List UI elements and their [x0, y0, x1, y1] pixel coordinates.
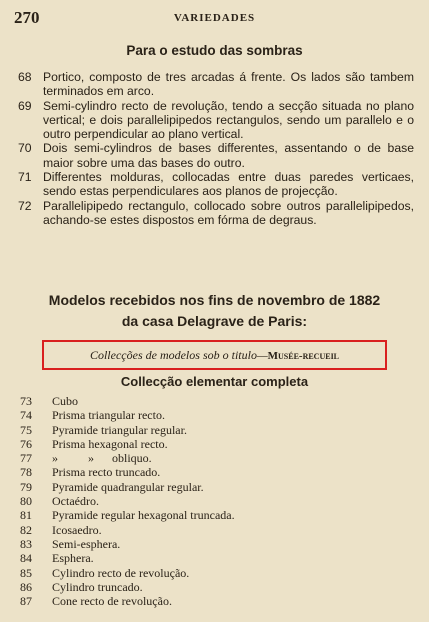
item-text: Octaédro. [52, 494, 99, 509]
item-number: 72 [18, 198, 32, 213]
item-text: Cylindro recto de revolução. [52, 565, 190, 580]
item-number: 68 [18, 70, 32, 84]
item-text: Prisma recto truncado. [52, 465, 161, 480]
item-text: Pyramide quadrangular regular. [52, 479, 204, 494]
models-list [20, 394, 400, 608]
item-text: Differentes molduras, collocadas entre duas paredes verticaes, sendo estas perpendiculares aos planos de projecção. [43, 170, 414, 199]
list-item [18, 141, 414, 170]
item-number: 84 [20, 551, 32, 566]
list-item [18, 99, 414, 142]
list-item [18, 170, 414, 199]
list-item [20, 494, 400, 508]
item-text: Portico, composto de tres arcadas á frente. Os lados são tambem terminados em arco. [43, 70, 414, 99]
list-item [20, 451, 400, 465]
section-title-models [0, 290, 429, 332]
item-number: 81 [20, 508, 32, 523]
list-item [18, 199, 414, 228]
item-text: Cylindro truncado. [52, 579, 143, 594]
item-number: 86 [20, 579, 32, 594]
item-number: 69 [18, 98, 32, 113]
list-item [20, 423, 400, 437]
item-text: Dois semi-cylindros de bases differentes, assentando o de base maior sobre uma das bases do outro. [43, 141, 414, 170]
item-text: Icosaedro. [52, 522, 102, 537]
item-number: 80 [20, 494, 32, 509]
item-number: 77 [20, 451, 32, 466]
list-item [20, 480, 400, 494]
item-text: Semi-cylindro recto de revolução, tendo a secção situada no plano vertical; e dois parallelipipedos rectangulos, sendo um parallelo e o outro perpendicular ao plano vertical. [43, 98, 414, 142]
collection-heading-smallcaps: Musée-recueil [267, 350, 340, 362]
section-title-line1: Modelos recebidos nos fins de novembro de 1882 [48, 292, 381, 308]
item-text: » » obliquo. [52, 451, 152, 466]
list-item [20, 394, 400, 408]
item-text: Parallelipipedo rectangulo, collocado sobre outros parallelipipedos, achando-se estes dispostos em fórma de degraus. [43, 198, 414, 227]
list-item [20, 465, 400, 479]
list-item [20, 537, 400, 551]
list-item [18, 70, 414, 99]
list-item [20, 566, 400, 580]
list-item [20, 580, 400, 594]
highlighted-collection-heading [42, 340, 387, 370]
collection-subtitle: Collecção elementar completa [120, 374, 309, 389]
item-number: 78 [20, 465, 32, 480]
item-text: Cubo [52, 394, 79, 408]
collection-heading-text: Collecções de modelos sob o titulo— [89, 348, 268, 362]
item-text: Cone recto de revolução. [52, 594, 172, 609]
item-number: 71 [18, 170, 32, 185]
section-title-shadows: Para o estudo das sombras [126, 43, 303, 58]
item-number: 75 [20, 422, 32, 437]
list-item [20, 437, 400, 451]
item-number: 74 [20, 408, 32, 423]
item-number: 79 [20, 479, 32, 494]
list-item [20, 551, 400, 565]
shadow-items-list [18, 70, 414, 227]
item-text: Esphera. [52, 551, 94, 566]
item-text: Prisma hexagonal recto. [52, 436, 168, 451]
list-item [20, 408, 400, 422]
item-number: 82 [20, 522, 32, 537]
section-title-line2: da casa Delagrave de Paris: [121, 313, 308, 329]
list-item [20, 508, 400, 522]
item-number: 70 [18, 141, 32, 156]
page-header [14, 8, 415, 28]
page-number: 270 [14, 8, 40, 27]
item-text: Semi-esphera. [52, 536, 121, 551]
item-number: 85 [20, 565, 32, 580]
item-text: Pyramide triangular regular. [52, 422, 187, 437]
running-title: VARIEDADES [173, 12, 256, 24]
item-number: 73 [20, 394, 32, 408]
item-number: 76 [20, 436, 32, 451]
item-text: Prisma triangular recto. [52, 408, 165, 423]
list-item [20, 594, 400, 608]
item-number: 83 [20, 536, 32, 551]
item-number: 87 [20, 594, 32, 609]
item-text: Pyramide regular hexagonal truncada. [52, 508, 235, 523]
list-item [20, 523, 400, 537]
